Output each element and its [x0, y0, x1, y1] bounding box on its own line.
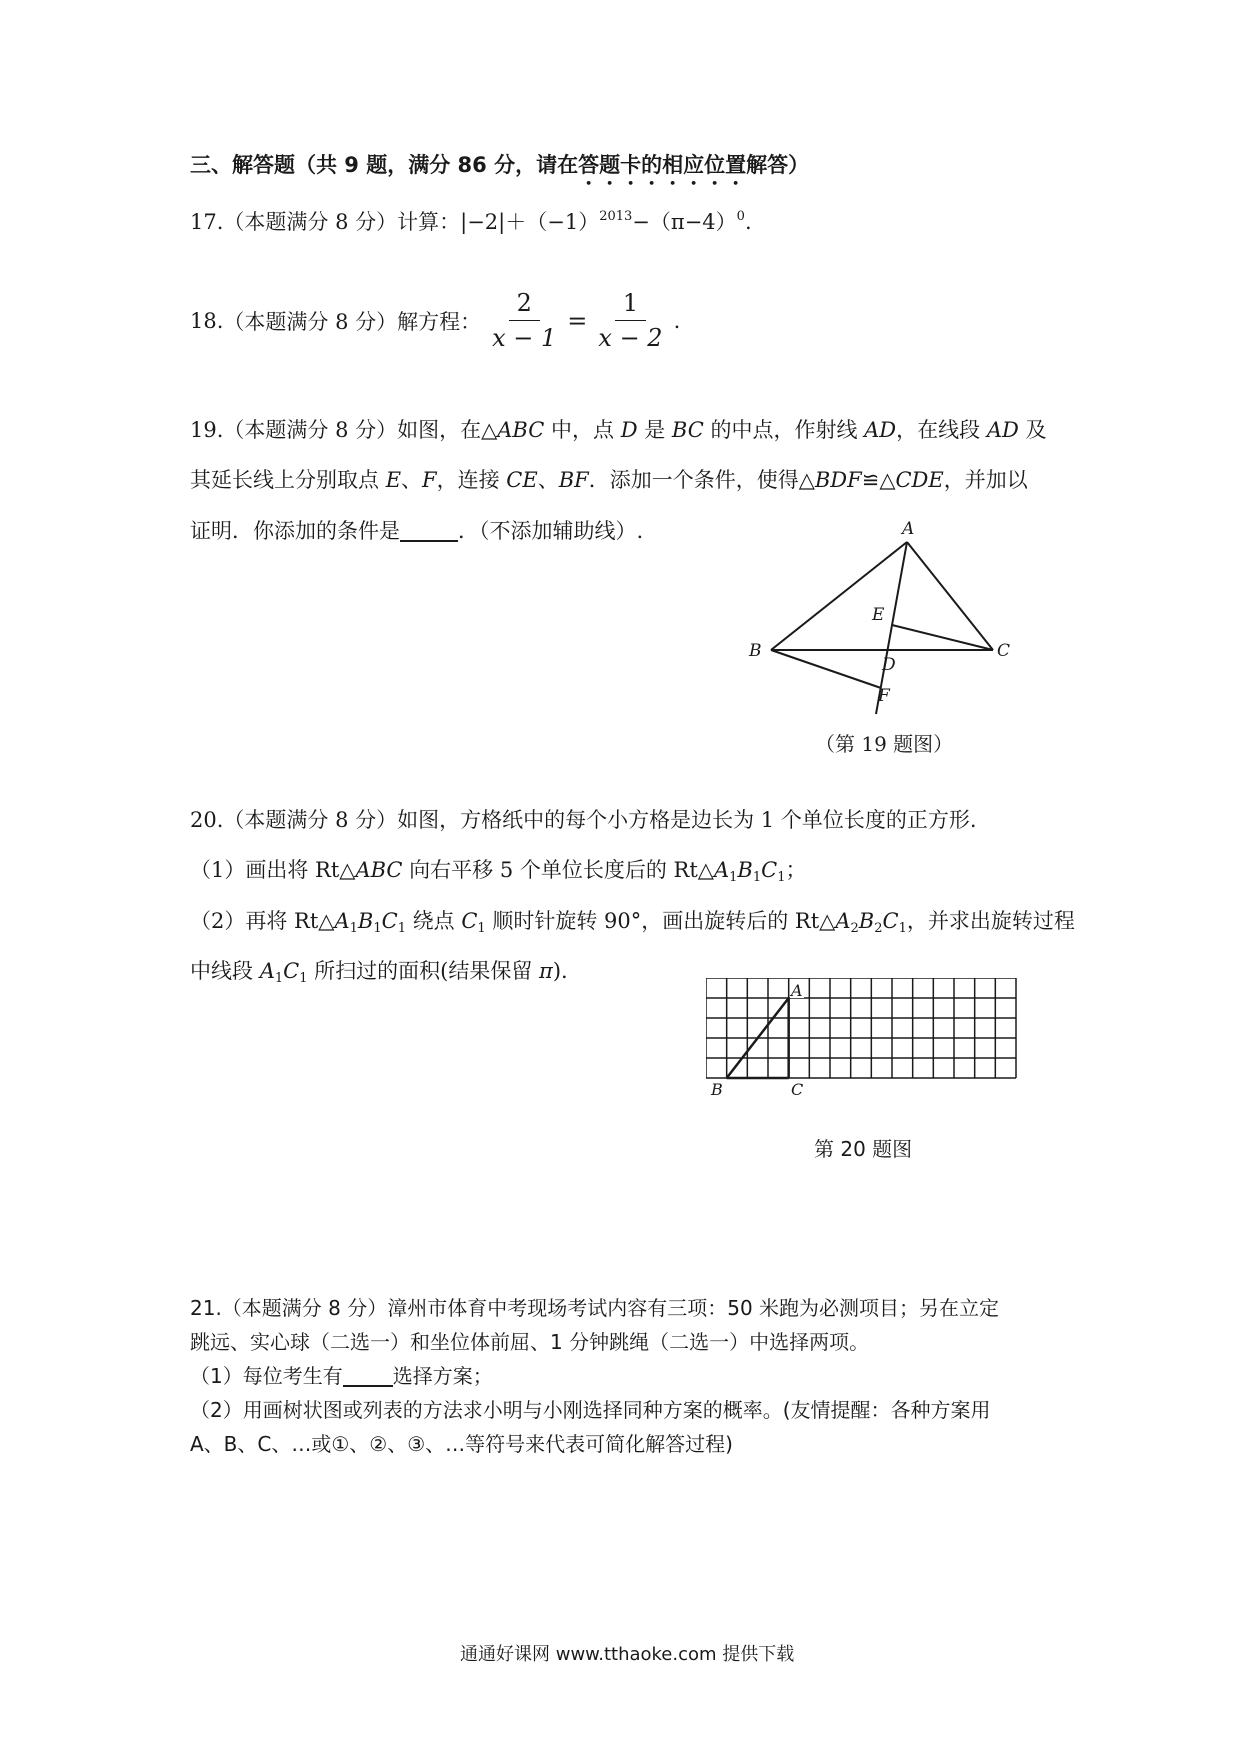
question-20-part-1: （1）画出将 Rt△ABC 向右平移 5 个单位长度后的 $Rt\triangle A_1B_1C_1$； — [190, 858, 807, 885]
label-c: C — [997, 641, 1011, 661]
section-emphasis: 答题卡的相应位置 — [578, 153, 747, 177]
answer-blank[interactable] — [343, 1363, 393, 1387]
fraction-right: $\frac{1}{x - 2}$ — [598, 289, 663, 352]
question-21-line-1: 21.（本题满分 8 分）漳州市体育中考现场考试内容有三项：50 米跑为必测项目；另在立定 — [190, 1296, 1000, 1320]
question-21-line-2: 跳远、实心球（二选一）和坐位体前屈、1 分钟跳绳（二选一）中选择两项。 — [190, 1330, 870, 1354]
label-a: A — [902, 519, 915, 539]
label-b: B — [711, 1080, 723, 1099]
figure-19-caption: （第 19 题图） — [815, 732, 954, 756]
question-17: 17.（本题满分 8 分）计算：$|-2|+(-1)^{2013}-(\pi-4)^0$. — [190, 209, 752, 234]
label-a: A — [791, 981, 803, 1000]
segment-bf — [771, 650, 881, 688]
figure-20-caption: 第 20 题图 — [814, 1137, 913, 1161]
label-f: F — [878, 686, 890, 706]
question-21-part-3: A、B、C、…或①、②、③、…等符号来代表可简化解答过程) — [190, 1432, 733, 1456]
label-b: B — [749, 641, 762, 661]
segment-ab — [771, 542, 907, 650]
grid-figure — [706, 978, 1022, 1103]
question-21-part-2: （2）用画树状图或列表的方法求小明与小刚选择同种方案的概率。(友情提醒：各种方案用 — [190, 1398, 991, 1422]
label-e: E — [872, 605, 885, 625]
section-heading: 三、解答题（共 9 题，满分 86 分，请在答题卡的相应位置解答） — [190, 153, 810, 177]
fraction-left: $\frac{2}{x - 1}$ — [492, 289, 557, 352]
segment-ac — [907, 542, 993, 650]
label-c: C — [791, 1080, 804, 1099]
question-20-line-1: 20.（本题满分 8 分）如图，方格纸中的每个小方格是边长为 1 个单位长度的正方形. — [190, 808, 977, 832]
question-20-part-3: 中线段 $A_1C_1$ 所扫过的面积(结果保留 π). — [190, 959, 568, 986]
question-19-line-2: 其延长线上分别取点 E、F，连接 CE、BF．添加一个条件，使得△BDF≌△CDE，并加以 — [190, 468, 1028, 492]
triangle-figure — [745, 510, 1035, 725]
answer-blank[interactable] — [400, 518, 458, 542]
footer-credit: 通通好课网 www.tthaoke.com 提供下载 — [460, 1644, 795, 1665]
question-18: 18. （本题满分 8 分） 解方程： $\frac{2}{x - 1}$ = $\frac{1}{x - 2}$ . — [190, 289, 681, 352]
question-19-line-3: 证明．你添加的条件是 ．（不添加辅助线）. — [190, 519, 644, 543]
question-20-part-2: （2）再将 $Rt\triangle A_1B_1C_1$ 绕点 $C_1$ 顺时针旋转 90°，画出旋转后的 $Rt\triangle A_2B_2C_1$，并求出旋转过程 — [190, 909, 1075, 936]
segment-ce — [892, 625, 993, 650]
question-19-line-1: 19.（本题满分 8 分）如图，在△ABC 中，点 D 是 BC 的中点，作射线 AD，在线段 AD 及 — [190, 418, 1047, 442]
grid-lines — [706, 978, 1016, 1078]
question-21-part-1: （1）每位考生有 选择方案； — [190, 1364, 493, 1388]
label-d: D — [882, 655, 896, 675]
